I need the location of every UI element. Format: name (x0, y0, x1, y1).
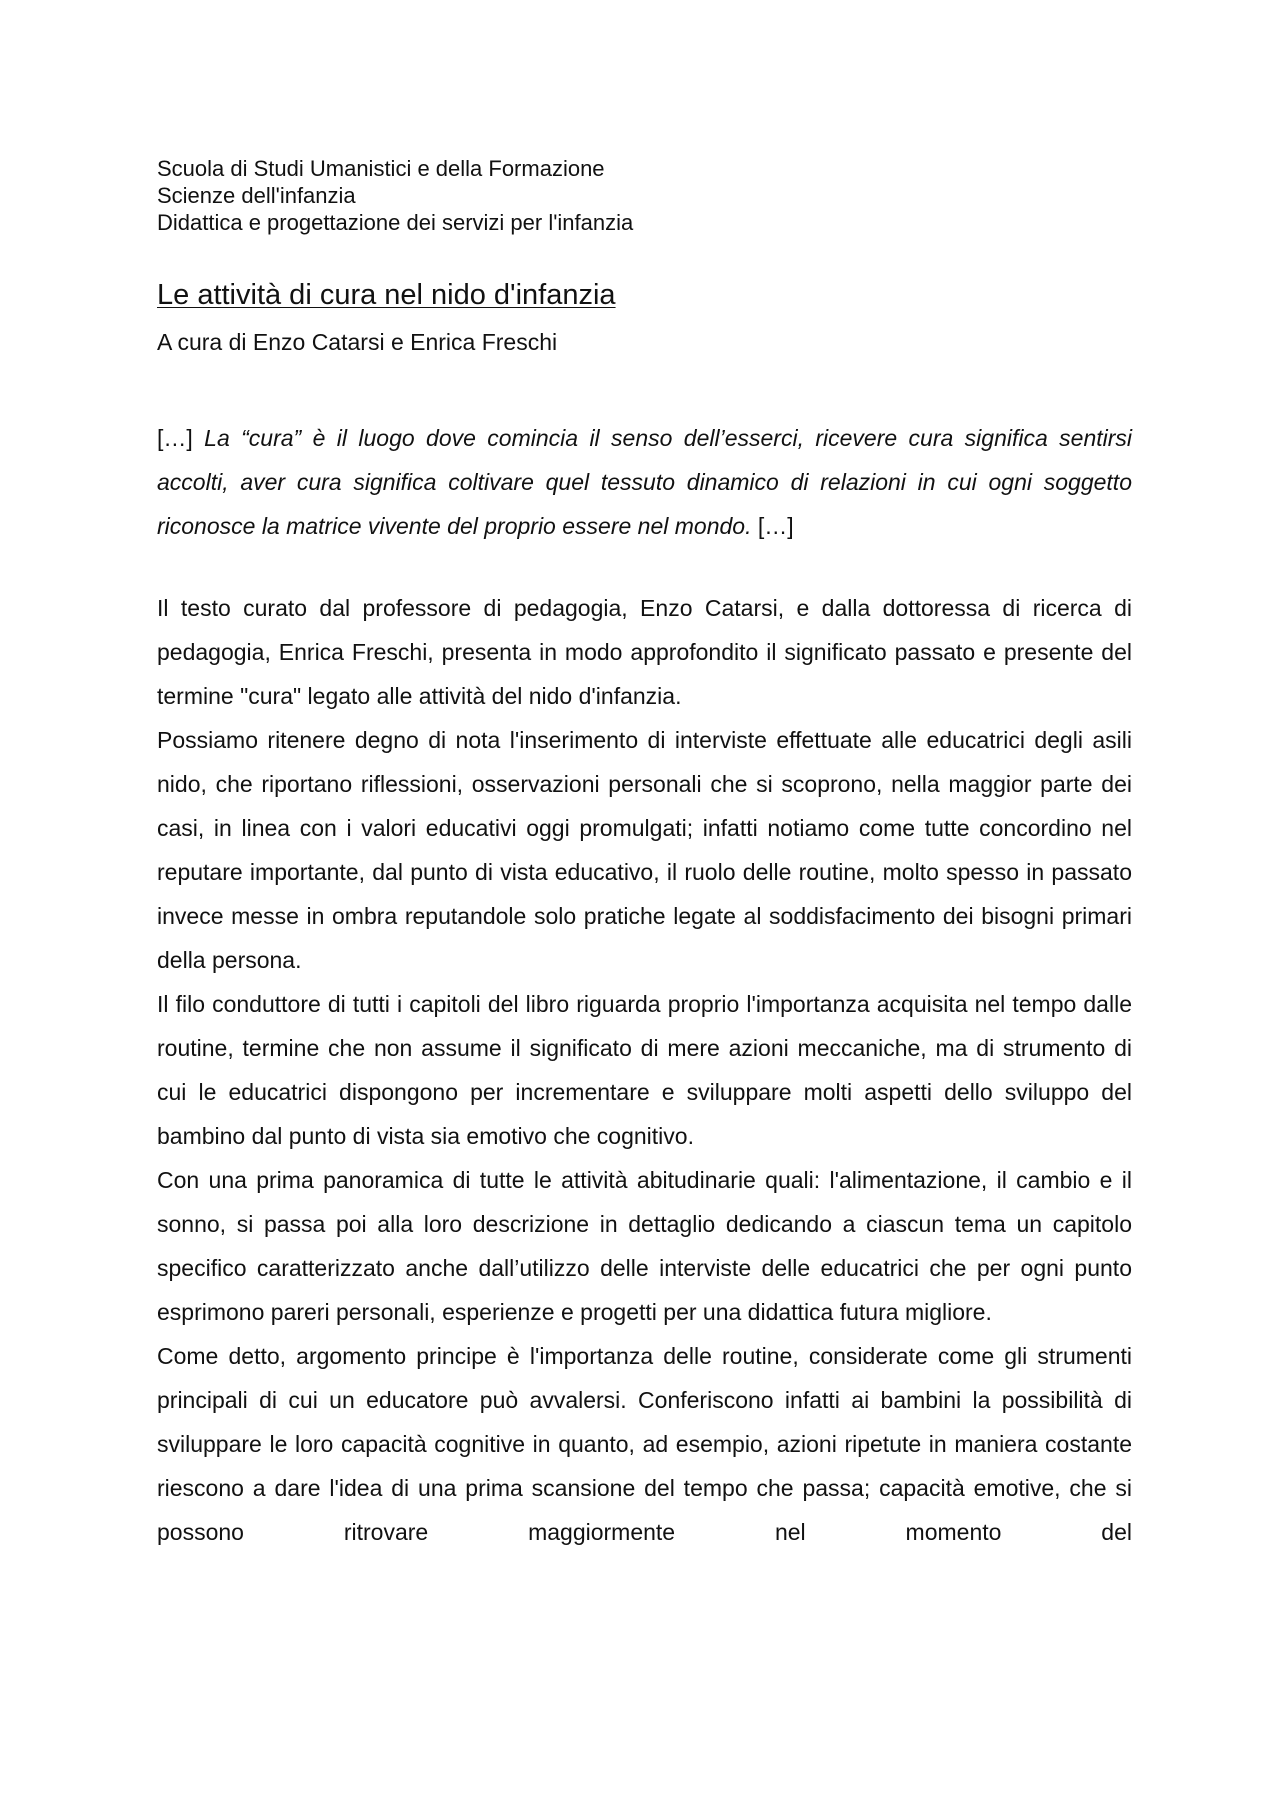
body-text (157, 586, 1132, 1554)
quote-open-mark: […] (157, 425, 193, 451)
header-course: Didattica e progettazione dei servizi per l'infanzia (157, 210, 634, 235)
document-subtitle: A cura di Enzo Catarsi e Enrica Freschi (157, 329, 558, 355)
paragraph: Il filo conduttore di tutti i capitoli del libro riguarda proprio l'importanza acquisita nel tempo dalle routine, termine che non assume il significato di mere azioni meccaniche, ma di strumento di cui le educatrici dispongono per incrementare e sviluppare molti aspetti dello sviluppo del bambino dal punto di vista sia emotivo che cognitivo. (157, 991, 1132, 1149)
document-header (157, 155, 1132, 236)
header-school: Scuola di Studi Umanistici e della Formazione (157, 156, 605, 181)
paragraph: Possiamo ritenere degno di nota l'inserimento di interviste effettuate alle educatrici degli asili nido, che riportano riflessioni, osservazioni personali che si scoprono, nella maggior parte dei casi, in linea con i valori educativi oggi promulgati; infatti notiamo come tutte concordino nel reputare importante, dal punto di vista educativo, il ruolo delle routine, molto spesso in passato invece messe in ombra reputandole solo pratiche legate al soddisfacimento dei bisogni primari della persona. (157, 727, 1132, 973)
document-page (157, 155, 1132, 1554)
header-degree: Scienze dell'infanzia (157, 183, 356, 208)
paragraph: Con una prima panoramica di tutte le attività abitudinarie quali: l'alimentazione, il cambio e il sonno, si passa poi alla loro descrizione in dettaglio dedicando a ciascun tema un capitolo specifico caratterizzato anche dall’utilizzo delle interviste delle educatrici che per ogni punto esprimono pareri personali, esperienze e progetti per una didattica futura migliore. (157, 1167, 1132, 1325)
quote-text: La “cura” è il luogo dove comincia il senso dell’esserci, ricevere cura significa sentirsi accolti, aver cura significa coltivare quel tessuto dinamico di relazioni in cui ogni soggetto riconosce la matrice vivente del proprio essere nel mondo. (157, 425, 1132, 539)
epigraph-quote (157, 416, 1132, 548)
document-title: Le attività di cura nel nido d'infanzia (157, 279, 616, 311)
paragraph: Come detto, argomento principe è l'importanza delle routine, considerate come gli strumenti principali di cui un educatore può avvalersi. Conferiscono infatti ai bambini la possibilità di sviluppare le loro capacità cognitive in quanto, ad esempio, azioni ripetute in maniera costante riescono a dare l'idea di una prima scansione del tempo che passa; capacità emotive, che si possono ritrovare maggiormente nel momento del (157, 1343, 1132, 1545)
paragraph: Il testo curato dal professore di pedagogia, Enzo Catarsi, e dalla dottoressa di ricerca di pedagogia, Enrica Freschi, presenta in modo approfondito il significato passato e presente del termine "cura" legato alle attività del nido d'infanzia. (157, 595, 1132, 709)
quote-close-mark: […] (757, 513, 794, 539)
